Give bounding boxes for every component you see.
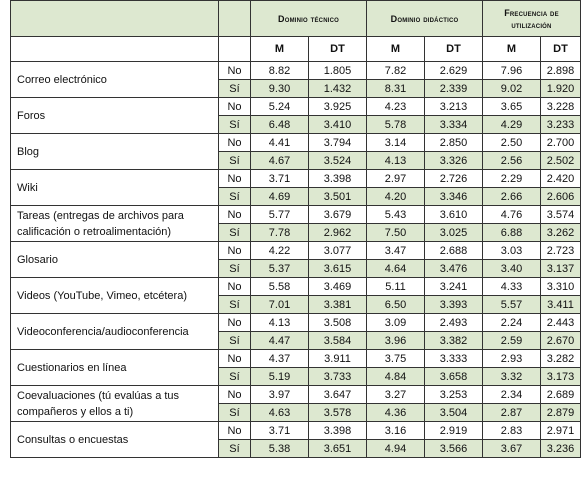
value-cell: 3.398 — [309, 422, 367, 440]
value-cell: 8.31 — [367, 80, 425, 98]
value-cell: 2.502 — [541, 152, 581, 170]
header-group-row — [11, 1, 581, 37]
value-cell: 3.398 — [309, 170, 367, 188]
value-cell: 3.381 — [309, 296, 367, 314]
value-cell: 4.63 — [251, 404, 309, 422]
value-cell: 7.50 — [367, 224, 425, 242]
table-row — [11, 62, 581, 80]
header-sub-m: M — [367, 37, 425, 62]
value-cell: 7.82 — [367, 62, 425, 80]
value-cell: 2.606 — [541, 188, 581, 206]
value-cell: 3.501 — [309, 188, 367, 206]
value-cell: 2.726 — [425, 170, 483, 188]
value-cell: 5.43 — [367, 206, 425, 224]
value-cell: 2.97 — [367, 170, 425, 188]
value-cell: 2.670 — [541, 332, 581, 350]
value-cell: 3.584 — [309, 332, 367, 350]
value-cell: 3.382 — [425, 332, 483, 350]
header-blank — [11, 1, 219, 37]
table-header — [11, 1, 581, 62]
condition-cell: No — [219, 134, 251, 152]
value-cell: 3.476 — [425, 260, 483, 278]
value-cell: 2.66 — [483, 188, 541, 206]
value-cell: 2.29 — [483, 170, 541, 188]
value-cell: 3.410 — [309, 116, 367, 134]
value-cell: 2.879 — [541, 404, 581, 422]
value-cell: 2.87 — [483, 404, 541, 422]
value-cell: 3.65 — [483, 98, 541, 116]
value-cell: 3.71 — [251, 422, 309, 440]
table-row — [11, 386, 581, 404]
condition-cell: Sí — [219, 188, 251, 206]
header-group-technical: Dominio técnico — [251, 1, 367, 37]
condition-cell: Sí — [219, 116, 251, 134]
header-sub-row — [11, 37, 581, 62]
value-cell: 4.22 — [251, 242, 309, 260]
value-cell: 3.508 — [309, 314, 367, 332]
table-row — [11, 278, 581, 296]
condition-cell: Sí — [219, 152, 251, 170]
value-cell: 2.83 — [483, 422, 541, 440]
value-cell: 3.658 — [425, 368, 483, 386]
value-cell: 3.213 — [425, 98, 483, 116]
value-cell: 5.38 — [251, 440, 309, 458]
row-label: Videos (YouTube, Vimeo, etcétera) — [11, 278, 219, 314]
value-cell: 5.78 — [367, 116, 425, 134]
value-cell: 2.898 — [541, 62, 581, 80]
row-label: Consultas o encuestas — [11, 422, 219, 458]
value-cell: 2.689 — [541, 386, 581, 404]
value-cell: 5.11 — [367, 278, 425, 296]
condition-cell: Sí — [219, 404, 251, 422]
value-cell: 3.14 — [367, 134, 425, 152]
value-cell: 3.574 — [541, 206, 581, 224]
value-cell: 3.334 — [425, 116, 483, 134]
value-cell: 3.647 — [309, 386, 367, 404]
table-row — [11, 314, 581, 332]
value-cell: 2.443 — [541, 314, 581, 332]
value-cell: 5.37 — [251, 260, 309, 278]
row-label: Glosario — [11, 242, 219, 278]
value-cell: 4.64 — [367, 260, 425, 278]
header-sub-dt: DT — [309, 37, 367, 62]
value-cell: 3.524 — [309, 152, 367, 170]
value-cell: 9.30 — [251, 80, 309, 98]
condition-cell: Sí — [219, 224, 251, 242]
condition-cell: No — [219, 98, 251, 116]
value-cell: 4.84 — [367, 368, 425, 386]
header-sub-blank — [11, 37, 219, 62]
value-cell: 3.241 — [425, 278, 483, 296]
table-row — [11, 422, 581, 440]
value-cell: 3.32 — [483, 368, 541, 386]
value-cell: 1.805 — [309, 62, 367, 80]
value-cell: 4.33 — [483, 278, 541, 296]
header-sub-blank-cond — [219, 37, 251, 62]
value-cell: 3.71 — [251, 170, 309, 188]
table-row — [11, 170, 581, 188]
value-cell: 5.57 — [483, 296, 541, 314]
value-cell: 3.47 — [367, 242, 425, 260]
value-cell: 2.56 — [483, 152, 541, 170]
condition-cell: Sí — [219, 80, 251, 98]
value-cell: 2.688 — [425, 242, 483, 260]
value-cell: 3.346 — [425, 188, 483, 206]
table-row — [11, 206, 581, 224]
value-cell: 3.393 — [425, 296, 483, 314]
value-cell: 3.651 — [309, 440, 367, 458]
row-label: Coevaluaciones (tú evalúas a tus compañeros y ellos a ti) — [11, 386, 219, 422]
value-cell: 3.09 — [367, 314, 425, 332]
table-row — [11, 134, 581, 152]
table-row — [11, 242, 581, 260]
value-cell: 3.40 — [483, 260, 541, 278]
results-table — [10, 0, 581, 458]
value-cell: 3.253 — [425, 386, 483, 404]
value-cell: 3.262 — [541, 224, 581, 242]
value-cell: 1.432 — [309, 80, 367, 98]
value-cell: 2.50 — [483, 134, 541, 152]
value-cell: 3.679 — [309, 206, 367, 224]
row-label: Correo electrónico — [11, 62, 219, 98]
condition-cell: No — [219, 242, 251, 260]
value-cell: 3.333 — [425, 350, 483, 368]
value-cell: 2.723 — [541, 242, 581, 260]
condition-cell: Sí — [219, 440, 251, 458]
value-cell: 2.24 — [483, 314, 541, 332]
page-crop-edge — [0, 491, 583, 498]
value-cell: 2.629 — [425, 62, 483, 80]
condition-cell: No — [219, 314, 251, 332]
value-cell: 5.77 — [251, 206, 309, 224]
value-cell: 3.310 — [541, 278, 581, 296]
value-cell: 4.13 — [251, 314, 309, 332]
condition-cell: No — [219, 386, 251, 404]
value-cell: 4.23 — [367, 98, 425, 116]
value-cell: 3.228 — [541, 98, 581, 116]
value-cell: 3.326 — [425, 152, 483, 170]
value-cell: 8.82 — [251, 62, 309, 80]
value-cell: 7.01 — [251, 296, 309, 314]
header-blank-cond — [219, 1, 251, 37]
value-cell: 1.920 — [541, 80, 581, 98]
condition-cell: No — [219, 422, 251, 440]
value-cell: 3.67 — [483, 440, 541, 458]
value-cell: 3.610 — [425, 206, 483, 224]
value-cell: 6.88 — [483, 224, 541, 242]
table-row — [11, 98, 581, 116]
value-cell: 3.411 — [541, 296, 581, 314]
row-label: Wiki — [11, 170, 219, 206]
value-cell: 5.19 — [251, 368, 309, 386]
condition-cell: Sí — [219, 296, 251, 314]
value-cell: 3.925 — [309, 98, 367, 116]
value-cell: 3.794 — [309, 134, 367, 152]
value-cell: 4.29 — [483, 116, 541, 134]
value-cell: 3.97 — [251, 386, 309, 404]
value-cell: 4.76 — [483, 206, 541, 224]
condition-cell: Sí — [219, 368, 251, 386]
value-cell: 7.96 — [483, 62, 541, 80]
header-group-frequency: Frecuencia de utilización — [483, 1, 581, 37]
condition-cell: Sí — [219, 260, 251, 278]
value-cell: 9.02 — [483, 80, 541, 98]
value-cell: 3.578 — [309, 404, 367, 422]
value-cell: 2.850 — [425, 134, 483, 152]
header-sub-m: M — [483, 37, 541, 62]
value-cell: 7.78 — [251, 224, 309, 242]
value-cell: 2.919 — [425, 422, 483, 440]
value-cell: 3.16 — [367, 422, 425, 440]
condition-cell: No — [219, 350, 251, 368]
value-cell: 2.59 — [483, 332, 541, 350]
row-label: Tareas (entregas de archivos para calificación o retroalimentación) — [11, 206, 219, 242]
value-cell: 3.236 — [541, 440, 581, 458]
value-cell: 4.41 — [251, 134, 309, 152]
value-cell: 3.615 — [309, 260, 367, 278]
row-label: Blog — [11, 134, 219, 170]
value-cell: 3.173 — [541, 368, 581, 386]
value-cell: 3.137 — [541, 260, 581, 278]
header-sub-dt: DT — [425, 37, 483, 62]
value-cell: 3.233 — [541, 116, 581, 134]
value-cell: 2.962 — [309, 224, 367, 242]
value-cell: 4.94 — [367, 440, 425, 458]
value-cell: 4.37 — [251, 350, 309, 368]
header-sub-m: M — [251, 37, 309, 62]
table-body — [11, 62, 581, 458]
header-sub-dt: DT — [541, 37, 581, 62]
value-cell: 3.911 — [309, 350, 367, 368]
value-cell: 4.20 — [367, 188, 425, 206]
value-cell: 6.50 — [367, 296, 425, 314]
table-row — [11, 350, 581, 368]
condition-cell: No — [219, 62, 251, 80]
value-cell: 3.469 — [309, 278, 367, 296]
row-label: Videoconferencia/audioconferencia — [11, 314, 219, 350]
value-cell: 3.733 — [309, 368, 367, 386]
value-cell: 4.13 — [367, 152, 425, 170]
condition-cell: No — [219, 278, 251, 296]
value-cell: 4.67 — [251, 152, 309, 170]
value-cell: 2.493 — [425, 314, 483, 332]
value-cell: 2.339 — [425, 80, 483, 98]
condition-cell: Sí — [219, 332, 251, 350]
value-cell: 4.36 — [367, 404, 425, 422]
condition-cell: No — [219, 206, 251, 224]
condition-cell: No — [219, 170, 251, 188]
value-cell: 3.077 — [309, 242, 367, 260]
value-cell: 2.700 — [541, 134, 581, 152]
value-cell: 5.58 — [251, 278, 309, 296]
row-label: Cuestionarios en línea — [11, 350, 219, 386]
value-cell: 4.47 — [251, 332, 309, 350]
value-cell: 3.75 — [367, 350, 425, 368]
value-cell: 3.504 — [425, 404, 483, 422]
value-cell: 2.34 — [483, 386, 541, 404]
value-cell: 3.025 — [425, 224, 483, 242]
value-cell: 3.27 — [367, 386, 425, 404]
value-cell: 4.69 — [251, 188, 309, 206]
value-cell: 3.96 — [367, 332, 425, 350]
value-cell: 3.03 — [483, 242, 541, 260]
value-cell: 5.24 — [251, 98, 309, 116]
row-label: Foros — [11, 98, 219, 134]
value-cell: 3.282 — [541, 350, 581, 368]
value-cell: 2.93 — [483, 350, 541, 368]
header-group-didactic: Dominio didáctico — [367, 1, 483, 37]
value-cell: 2.420 — [541, 170, 581, 188]
value-cell: 3.566 — [425, 440, 483, 458]
value-cell: 6.48 — [251, 116, 309, 134]
value-cell: 2.971 — [541, 422, 581, 440]
